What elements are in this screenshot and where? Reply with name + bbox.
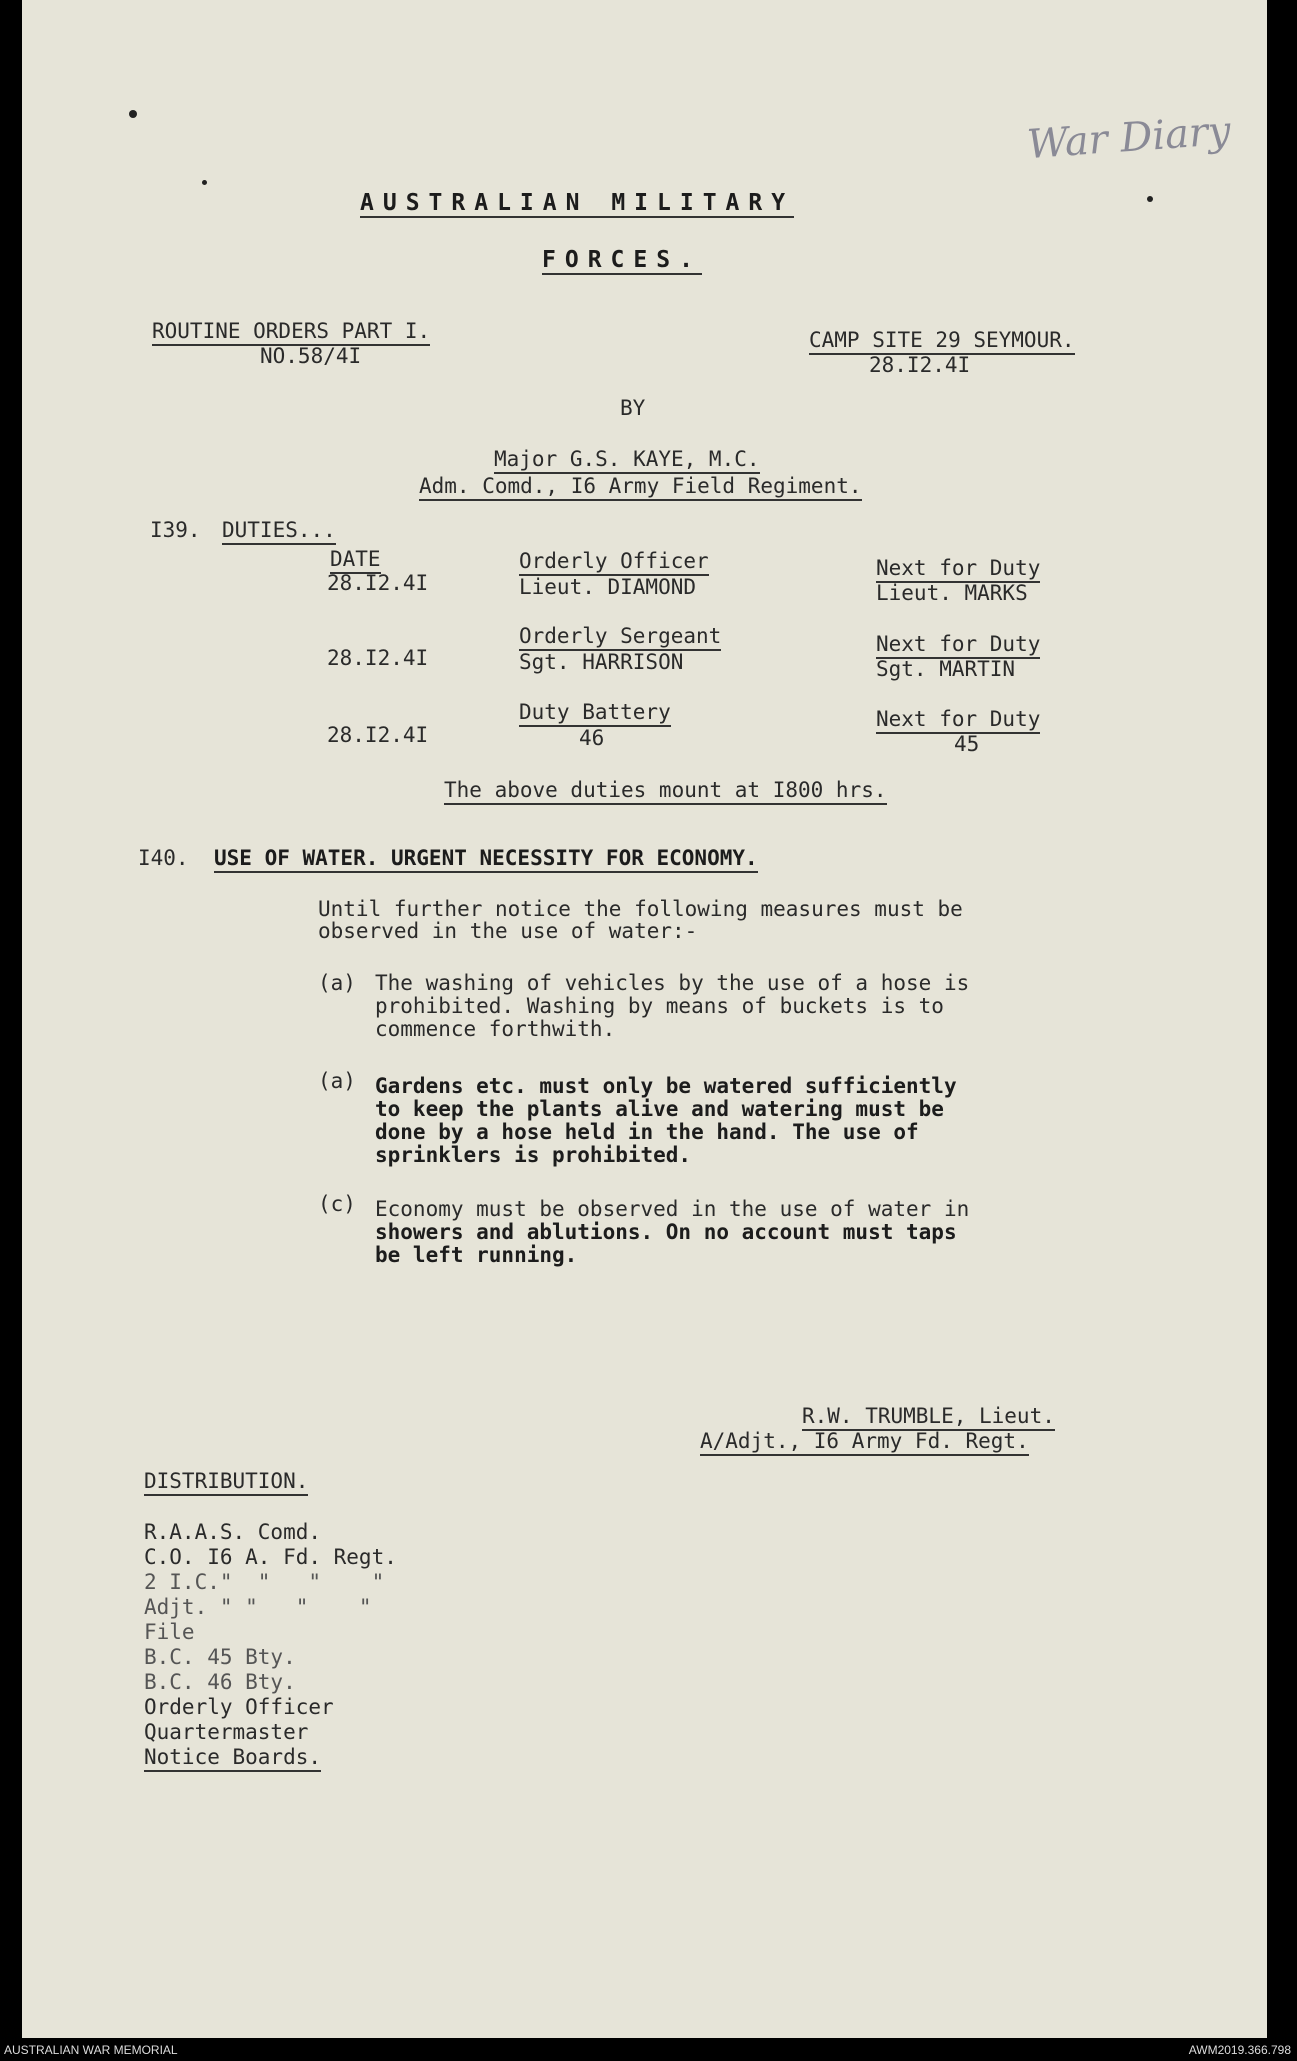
duty-date: 28.I2.4I — [327, 571, 429, 595]
item-text: be left running. — [375, 1243, 578, 1267]
distribution-entry: C.O. I6 A. Fd. Regt. — [144, 1545, 397, 1569]
item-text: sprinklers is prohibited. — [375, 1143, 692, 1167]
item-text: Economy must be observed in the use of water in — [375, 1197, 970, 1221]
item-text: The washing of vehicles by the use of a hose is — [375, 971, 970, 995]
item-text: to keep the plants alive and watering must be — [375, 1097, 944, 1121]
paper-blemish — [129, 110, 137, 118]
duties-note: The above duties mount at I800 hrs. — [444, 777, 887, 805]
next-duty-label: Next for Duty — [876, 555, 1040, 583]
distribution-entry: 2 I.C." " " " — [144, 1570, 385, 1594]
document-subtitle: FORCES. — [542, 247, 702, 273]
duty-name: Lieut. DIAMOND — [519, 575, 697, 599]
distribution-entry: File — [144, 1620, 195, 1644]
routine-orders-heading: ROUTINE ORDERS PART I. — [152, 318, 430, 346]
water-number: I40. — [138, 846, 189, 870]
order-number: NO.58/4I — [260, 344, 362, 368]
next-duty-label: Next for Duty — [876, 631, 1040, 659]
by-label: BY — [620, 396, 646, 420]
distribution-entry: Notice Boards. — [144, 1744, 321, 1772]
duties-heading: DUTIES... — [222, 517, 336, 545]
duty-role: Duty Battery — [519, 699, 671, 727]
footer-institution: AUSTRALIAN WAR MEMORIAL — [4, 2043, 178, 2057]
next-duty-name: Sgt. MARTIN — [876, 657, 1016, 681]
duties-number: I39. — [150, 518, 201, 542]
location-heading: CAMP SITE 29 SEYMOUR. — [809, 327, 1075, 355]
handwritten-note: War Diary — [1025, 107, 1233, 169]
next-duty-name: 45 — [954, 732, 980, 756]
water-intro: observed in the use of water:- — [318, 919, 698, 943]
order-date: 28.I2.4I — [869, 353, 971, 377]
item-text: prohibited. Washing by means of buckets is to — [375, 994, 944, 1018]
item-text: Gardens etc. must only be watered sufficiently — [375, 1074, 957, 1098]
distribution-entry: Adjt. " " " " — [144, 1595, 372, 1619]
document-page — [22, 0, 1267, 2038]
duty-name: 46 — [579, 726, 605, 750]
issuer-command: Adm. Comd., I6 Army Field Regiment. — [419, 473, 862, 501]
distribution-heading: DISTRIBUTION. — [144, 1468, 308, 1496]
paper-blemish — [1147, 196, 1153, 202]
item-text: commence forthwith. — [375, 1017, 616, 1041]
item-text: showers and ablutions. On no account must taps — [375, 1220, 957, 1244]
signatory-title: A/Adjt., I6 Army Fd. Regt. — [700, 1428, 1029, 1456]
water-intro: Until further notice the following measures must be — [318, 897, 963, 921]
next-duty-label: Next for Duty — [876, 706, 1040, 734]
signatory-name: R.W. TRUMBLE, Lieut. — [802, 1403, 1055, 1431]
document-title: AUSTRALIAN MILITARY — [360, 190, 795, 216]
date-column-header: DATE — [330, 546, 381, 574]
duty-role: Orderly Officer — [519, 548, 709, 576]
issuer-name: Major G.S. KAYE, M.C. — [494, 446, 760, 474]
distribution-entry: B.C. 46 Bty. — [144, 1670, 296, 1694]
duty-role: Orderly Sergeant — [519, 623, 721, 651]
water-heading: USE OF WATER. URGENT NECESSITY FOR ECONOMY. — [214, 845, 758, 873]
paper-blemish — [202, 180, 207, 185]
distribution-entry: R.A.A.S. Comd. — [144, 1520, 322, 1544]
distribution-entry: Orderly Officer — [144, 1695, 334, 1719]
duty-date: 28.I2.4I — [327, 646, 429, 670]
footer-accession-number: AWM2019.366.798 — [1188, 2043, 1291, 2057]
item-label: (c) — [318, 1192, 356, 1216]
item-label: (a) — [318, 1069, 356, 1093]
distribution-entry: Quartermaster — [144, 1720, 309, 1744]
distribution-entry: B.C. 45 Bty. — [144, 1645, 296, 1669]
item-label: (a) — [318, 971, 356, 995]
duty-name: Sgt. HARRISON — [519, 650, 684, 674]
duty-date: 28.I2.4I — [327, 723, 429, 747]
item-text: done by a hose held in the hand. The use of — [375, 1120, 919, 1144]
next-duty-name: Lieut. MARKS — [876, 581, 1028, 605]
